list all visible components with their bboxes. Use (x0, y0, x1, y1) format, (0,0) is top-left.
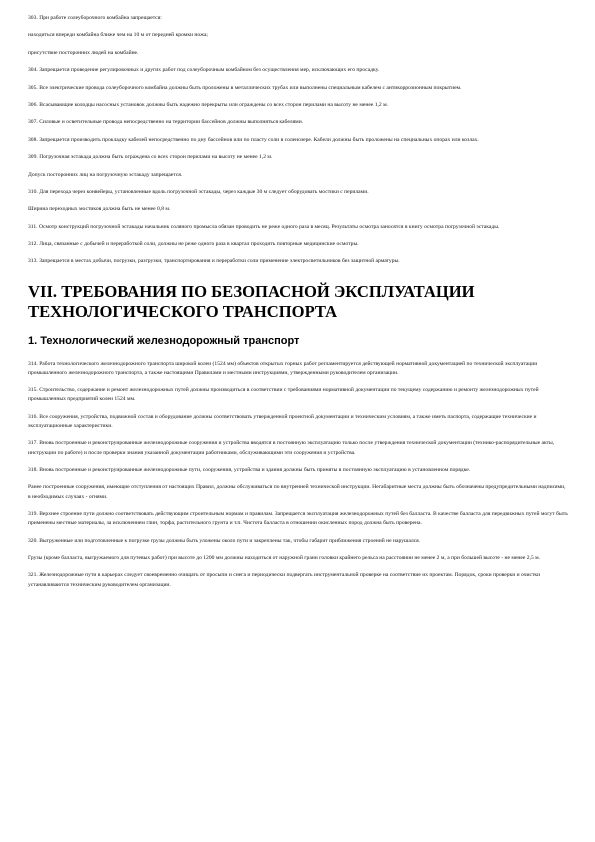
paragraph-313: 313. Запрещается в местах добычи, погрузки, разгрузки, транспортирования и переработки соли применение электросветильников без защитной арматуры. (28, 258, 400, 265)
paragraph-305: 305. Все электрические провода солеуборочного комбайна должны быть проложены в металлических трубах или выполнены специальным кабелем с антикоррозионным покрытием. (28, 84, 462, 91)
paragraph-311: 311. Осмотр конструкций погрузочной эстакады начальник соляного промысла обязан проводить не реже одного раза в месяц. Результаты осмотра заносятся в книгу осмотра погрузочной эстакады. (28, 223, 500, 230)
paragraph-303-item-2: присутствие посторонних людей на комбайне. (28, 49, 139, 56)
paragraph-319: 319. Верхнее строение пути должно соответствовать действующим строительным нормам и правилам. Запрещается эксплуатация железнодорожных путей без балласта. В качестве балласта для передвижных путей могут быть применены местные материалы, за исключением глин, торфа, растительного грунта и т.п. Чистота балласта в отношении окисленных пород должна быть проверена. (28, 511, 568, 527)
paragraph-315: 315. Строительство, содержание и ремонт железнодорожных путей должны производиться в соответствии с требованиями нормативной документации по текущему содержанию и ремонту железнодорожных путей промышленных предприятий колеи 1524 мм. (28, 387, 539, 403)
paragraph-314: 314. Работа технологического железнодорожного транспорта широкой колеи (1524 мм) объектов открытых горных работ регламентируется действующей нормативной документацией по технической эксплуатации промышленного железнодорожного транспорта, а также настоящими Правилами и местными инструкциями, утвержденными руководителем организации. (28, 360, 538, 376)
paragraph-320-note: Грузы (кроме балласта, выгружаемого для путевых работ) при высоте до 1200 мм должны находиться от наружной грани головки крайнего рельса на расстоянии не менее 2 м, а при большей высоте - не менее 2,5 м. (28, 555, 541, 562)
paragraph-309: 309. Погрузочная эстакада должна быть ограждена со всех сторон перилами на высоту не менее 1,2 м. (28, 154, 273, 161)
paragraph-318-note: Ранее построенные сооружения, имеющие отступления от настоящих Правил, должны обслуживаться по внутренней технической инструкции. Негабаритные места должны быть обозначены предупредительными надписями, в необходимых случаях - огнями. (28, 484, 566, 500)
paragraph-309-note: Допуск посторонних лиц на погрузочную эстакаду запрещается. (28, 171, 183, 178)
paragraph-316: 316. Все сооружения, устройства, подвижной состав и оборудование должны соответствовать утвержденной проектной документации и техническим условиям, а также иметь паспорта, содержащие технические и эксплуатационные характеристики. (28, 413, 537, 430)
paragraph-303-item-1: находиться впереди комбайна ближе чем на 10 м от передней кромки ножа; (28, 32, 208, 39)
paragraph-320: 320. Выгруженные или подготовленные к погрузке грузы должны быть уложены около пути и закреплены так, чтобы габарит приближения строений не нарушался. (28, 537, 421, 544)
paragraph-308: 308. Запрещается производить прокладку кабелей непосредственно по дну бассейнов или по пласту соли в соленозере. Кабели должны быть проложены на специальных опорах или козлах. (28, 136, 479, 143)
paragraph-321: 321. Железнодорожные пути в карьерах следует своевременно очищать от просыпи и снега и периодически подвергать инструментальной проверке на соответствие их проектам. Порядок, сроки проверки и очистки устанавливаются техническим руководителем организации. (28, 572, 541, 588)
paragraph-306: 306. Всасывающие колодцы насосных установок должны быть надежно перекрыты или ограждены со всех сторон перилами на высоту не менее 1,2 м. (28, 101, 389, 108)
section-title: 1. Технологический железнодорожный транспорт (28, 334, 300, 347)
document-page (28, 14, 568, 598)
paragraph-312: 312. Лица, связанные с добычей и переработкой соли, должны не реже одного раза в квартал проходить повторные медицинские осмотры. (28, 241, 359, 248)
paragraph-310-note: Ширина переходных мостиков должна быть не менее 0,8 м. (28, 206, 171, 213)
paragraph-318: 318. Вновь построенные и реконструированные железнодорожные пути, сооружения, устройства и здания должны быть приняты в постоянную эксплуатацию в установленном порядке. (28, 467, 471, 474)
paragraph-303: 303. При работе солеуборочного комбайна запрещается: (28, 15, 162, 21)
paragraph-307: 307. Силовые и осветительные провода непосредственно на территории бассейнов должны выполняться кабелями. (28, 119, 304, 126)
paragraph-317: 317. Вновь построенные и реконструированные железнодорожные сооружения и устройства вводятся в постоянную эксплуатацию только после утверждения технической документации (технико-распорядительные акты, инструкции по работе) и после проверки знания указанной документации работниками, обслуживающими эти сооружения и устройства. (28, 440, 555, 456)
chapter-title: VII. ТРЕБОВАНИЯ ПО БЕЗОПАСНОЙ ЭКСПЛУАТАЦИИ ТЕХНОЛОГИЧЕСКОГО ТРАНСПОРТА (28, 281, 475, 321)
paragraph-310: 310. Для перехода через конвейеры, установленные вдоль погрузочной эстакады, через каждые 30 м следует оборудовать мостики с перилами. (28, 188, 369, 195)
paragraph-304: 304. Запрещается проведение регулировочных и других работ под солеуборочным комбайном без осуществления мер, исключающих его просадку. (28, 67, 380, 74)
